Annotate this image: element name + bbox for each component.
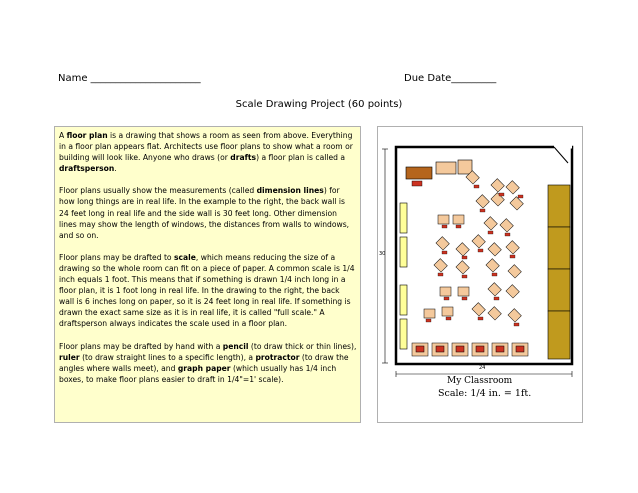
window-shelf-3 <box>400 285 407 315</box>
desk <box>500 219 513 232</box>
desk <box>438 215 449 224</box>
desk <box>484 217 497 230</box>
desk <box>456 243 469 256</box>
window-shelf-1 <box>400 203 407 233</box>
due-date-field-line: Due Date_________ <box>404 73 497 84</box>
desk <box>491 179 504 192</box>
desk <box>472 303 485 316</box>
paragraph-floor-plan: A floor plan is a drawing that shows a room as seen from above. Everything in a floor plan appears flat. Architects use floor plans to show what a room or building will look like. Anyone who draws (or drafts) a floor plan is called a draftsperson. <box>59 131 353 174</box>
desk <box>436 237 449 250</box>
right-shelf-4 <box>548 311 570 359</box>
diagram-caption-title: My Classroom <box>447 376 513 386</box>
computer-station <box>458 160 472 174</box>
side-dimension-label: 30 <box>379 251 386 257</box>
desk <box>510 197 523 210</box>
paragraph-dimension-lines: Floor plans usually show the measurements (called dimension lines) for how long things are in real life. In the example to the right, the back wall is 24 feet long in real life and the side wall is 30 feet long. Other dimension lines may show the length of windows, the distances from walls to windows, and so on. <box>59 186 350 240</box>
teacher-chair <box>412 181 422 186</box>
window-shelf-2 <box>400 237 407 267</box>
desk <box>486 259 499 272</box>
back-dimension-label: 24 <box>479 365 486 371</box>
desk-clusters <box>424 171 523 322</box>
desk <box>506 285 519 298</box>
door-swing <box>554 147 568 163</box>
desk <box>442 307 453 316</box>
diagram-caption-scale: Scale: 1/4 in. = 1ft. <box>438 388 532 399</box>
desk <box>476 195 489 208</box>
desk <box>508 265 521 278</box>
right-shelf-3 <box>548 269 570 311</box>
desk <box>488 283 501 296</box>
room-walls <box>396 147 572 364</box>
desk <box>434 259 447 272</box>
desk <box>472 235 485 248</box>
desk <box>453 215 464 224</box>
desk <box>440 287 451 296</box>
right-shelf-2 <box>548 227 570 269</box>
teacher-desk <box>406 167 432 179</box>
desk <box>508 309 521 322</box>
chairs <box>426 185 523 326</box>
name-field-line: Name ______________________ <box>58 73 201 84</box>
right-shelf-1 <box>548 185 570 227</box>
desk <box>506 181 519 194</box>
desk <box>488 243 501 256</box>
explanation-text-box <box>54 126 361 423</box>
desk <box>424 309 435 318</box>
page-title: Scale Drawing Project (60 points) <box>235 99 403 110</box>
classroom-floor-plan <box>377 126 583 423</box>
desk <box>456 261 469 274</box>
paragraph-drafting-tools: Floor plans may be drafted by hand with a pencil (to draw thick or thin lines), ruler (to draw straight lines to a specific length), a protractor (to draw the angles where walls meet), and graph paper (which usually has 1/4 inch boxes, to make floor plans easier to draft in 1/4"=1' scale). <box>59 341 357 384</box>
desk <box>458 287 469 296</box>
paragraph-scale: Floor plans may be drafted to scale, which means reducing the size of a drawing so the whole room can fit on a piece of paper. A common scale is 1/4 inch equals 1 foot. This means that if something is drawn 1/4 inch long in a floor plan, it is 1 foot long in real life. In the drawing to the right, the back wall is 6 inches long on paper, so it is 24 feet long in real life. If something is drawn the exact same size as it is in real life, it is called "full scale." A draftsperson always indicates the scale used in a floor plan. <box>59 252 355 329</box>
window-shelf-4 <box>400 319 407 349</box>
computer-row <box>412 343 528 356</box>
desk <box>506 241 519 254</box>
desk <box>488 307 501 320</box>
teacher-table <box>436 162 456 174</box>
